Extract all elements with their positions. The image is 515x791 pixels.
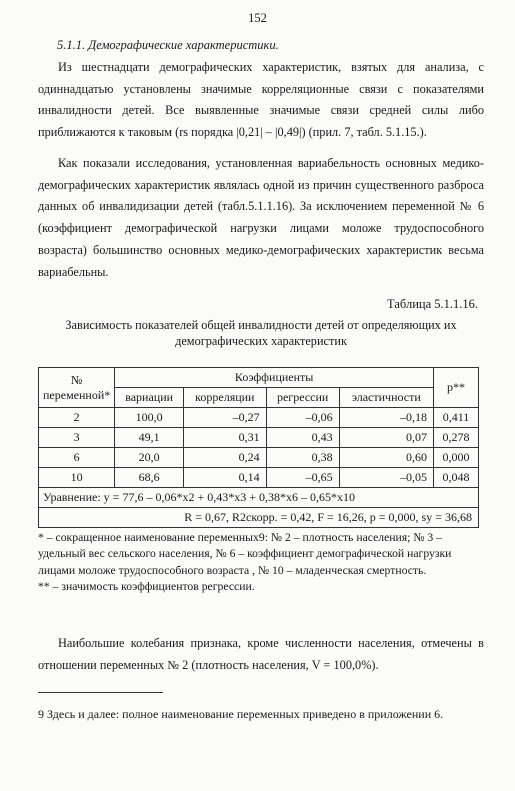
- table-row: [39, 428, 479, 448]
- cell-var: 2: [39, 408, 115, 428]
- cell-correlation: 0,24: [184, 448, 267, 468]
- regression-equation: Уравнение: у = 77,6 – 0,06*х2 + 0,43*х3 + 0,38*х6 – 0,65*х10: [39, 488, 479, 508]
- table-row: [39, 448, 479, 468]
- table-row: [39, 408, 479, 428]
- header-p: p**: [434, 368, 479, 408]
- cell-correlation: –0,27: [184, 408, 267, 428]
- header-elasticity: эластичности: [339, 388, 433, 408]
- paragraph-1: Из шестнадцати демографических характеристик, взятых для анализа, с одиннадцатью установлены значимые корреляционные связи с показателями инвалидности детей. Все выявленные значимые связи средней силы либо приближаются к таковым (rs порядка |0,21| – |0,49|) (прил. 7, табл. 5.1.15.).: [38, 60, 484, 140]
- note-significance: ** – значимость коэффициентов регрессии.: [38, 580, 255, 594]
- cell-p: 0,411: [434, 408, 479, 428]
- footnote-divider: [38, 692, 163, 693]
- header-variation: вариации: [115, 388, 184, 408]
- cell-var: 6: [39, 448, 115, 468]
- cell-correlation: 0,14: [184, 468, 267, 488]
- cell-elasticity: 0,07: [339, 428, 433, 448]
- regression-stats: R = 0,67, R2скорр. = 0,42, F = 16,26, p = 0,000, sy = 36,68: [39, 508, 479, 528]
- header-correlation: корреляции: [184, 388, 267, 408]
- cell-var: 3: [39, 428, 115, 448]
- cell-regression: –0,06: [266, 408, 339, 428]
- coefficients-table: [38, 367, 479, 528]
- final-paragraph: Наибольшие колебания признака, кроме численности населения, отмечены в отношении переменных № 2 (плотность населения, V = 100,0%).: [38, 636, 484, 672]
- cell-p: 0,000: [434, 448, 479, 468]
- header-regression: регрессии: [266, 388, 339, 408]
- cell-regression: –0,65: [266, 468, 339, 488]
- cell-variation: 49,1: [115, 428, 184, 448]
- cell-elasticity: 0,60: [339, 448, 433, 468]
- cell-regression: 0,43: [266, 428, 339, 448]
- table-notes: [38, 530, 484, 596]
- cell-variation: 68,6: [115, 468, 184, 488]
- table-row: [39, 468, 479, 488]
- table-title: Зависимость показателей общей инвалидности детей от определяющих их демографических характеристик: [65, 318, 457, 348]
- table-header-row: [39, 368, 479, 388]
- stats-row: [39, 508, 479, 528]
- cell-var: 10: [39, 468, 115, 488]
- cell-variation: 20,0: [115, 448, 184, 468]
- header-coefficients: Коэффициенты: [115, 368, 434, 388]
- equation-row: [39, 488, 479, 508]
- cell-correlation: 0,31: [184, 428, 267, 448]
- section-heading: 5.1.1. Демографические характеристики.: [57, 38, 279, 52]
- cell-elasticity: –0,18: [339, 408, 433, 428]
- footnote: 9 Здесь и далее: полное наименование переменных приведено в приложении 6.: [38, 707, 444, 721]
- cell-elasticity: –0,05: [339, 468, 433, 488]
- cell-variation: 100,0: [115, 408, 184, 428]
- page-number: 152: [248, 11, 267, 25]
- note-variables: * – сокращенное наименование переменных9: № 2 – плотность населения; № 3 – удельный вес сельского населения, № 6 – коэффициент демографической нагрузки лицами моложе трудоспособного возраста , № 10 – младенческая смертность.: [38, 531, 452, 577]
- cell-p: 0,278: [434, 428, 479, 448]
- header-variable: № переменной*: [39, 368, 115, 408]
- cell-regression: 0,38: [266, 448, 339, 468]
- paragraph-2: Как показали исследования, установленная вариабельность основных медико-демографических характеристик являлась одной из причин существенного разброса данных об инвалидизации детей (табл.5.1.1.16). За исключением переменной № 6 (коэффициент демографической нагрузки лицами моложе трудоспособного возраста) большинство основных медико-демографических характеристик весьма вариабельны.: [38, 156, 484, 279]
- table-number: Таблица 5.1.1.16.: [387, 297, 478, 311]
- cell-p: 0,048: [434, 468, 479, 488]
